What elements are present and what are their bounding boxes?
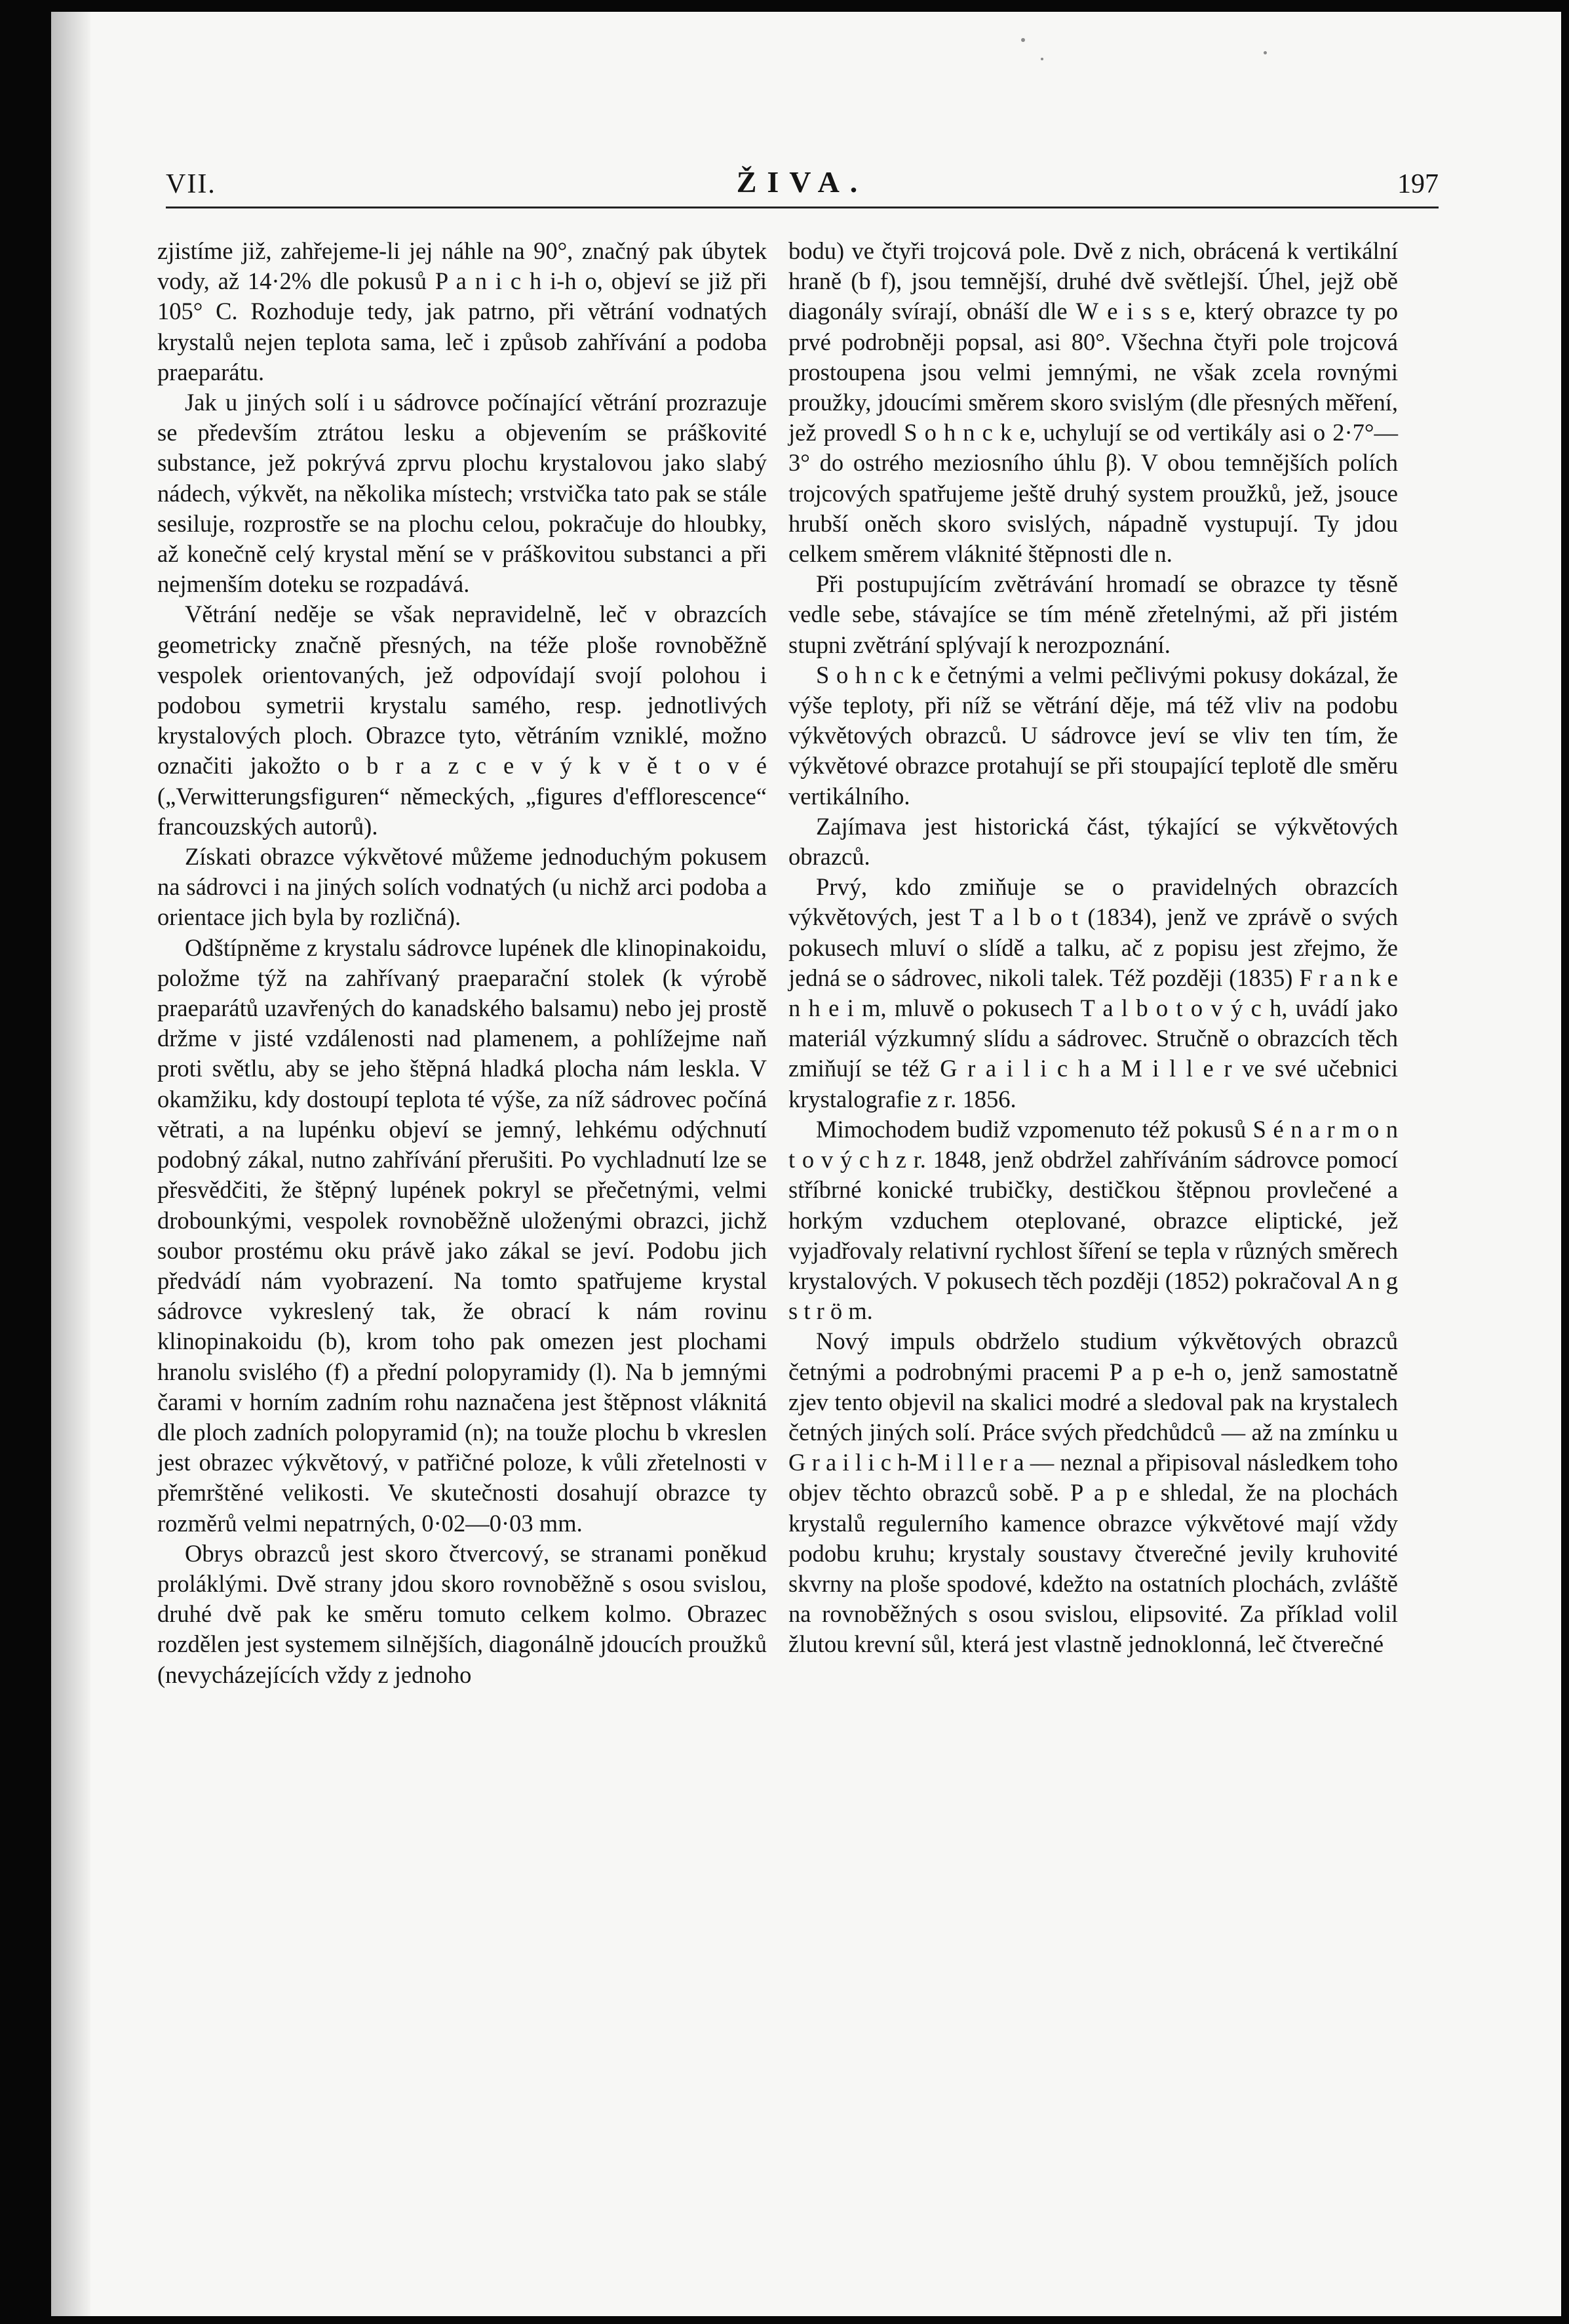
scan-speck [1264,51,1267,54]
paragraph: S o h n c k e četnými a velmi pečlivými pokusy dokázal, že výše teploty, při níž se větrání děje, má též vliv na podobu výkvětových obrazců. U sádrovce jeví se vliv ten tím, že výkvětové obrazce protahují se při stoupající teplotě dle směru vertikálního. [788,661,1398,810]
paragraph: zjistíme již, zahřejeme-li jej náhle na 90°, značný pak úbytek vody, až 14·2% dle pokusů P a n i c h i-h o, objeví se již při 105° C. Rozhoduje tedy, jak patrno, při větrání vodnatých krystalů nejen teplota sama, leč i způsob zahřívání a podoba praeparátu. [157,237,767,385]
journal-title: ŽIVA. [736,165,868,199]
right-column [788,236,1398,2104]
paragraph: Prvý, kdo zmiňuje se o pravidelných obrazcích výkvětových, jest T a l b o t (1834), jenž ve zprávě o svých pokusech mluví o slídě a talku, ač z popisu jest zřejmo, že jedná se o sádrovec, nikoli talek. Též později (1835) F r a n k e n h e i m, mluvě o pokusech T a l b o t o v ý c h, uvádí jako materiál výzkumný slídu a sádrovec. Stručně o obrazcích těch zmiňují se též G r a i l i c h a M i l l e r ve své učebnici krystalografie z r. 1856. [788,873,1398,1113]
paragraph: Obrys obrazců jest skoro čtvercový, se stranami poněkud proláklými. Dvě strany jdou skoro rovnoběžně s osou svislou, druhé dvě pak ke směru tomuto celkem kolmo. Obrazec rozdělen jest systemem silnějších, diagonálně jdoucích proužků (nevycházejících vždy z jednoho [157,1539,767,1688]
paragraph: bodu) ve čtyři trojcová pole. Dvě z nich, obrácená k vertikální hraně (b f), jsou temnější, druhé dvě světlejší. Úhel, jejž obě diagonály svírají, obnáší dle W e i s s e, který obrazce ty po prvé podrobněji popsal, asi 80°. Všechna čtyři pole trojcová prostoupena jsou velmi jemnými, ne však zcela rovnými proužky, jdoucími směrem skoro svislým (dle přesných měření, jež provedl S o h n c k e, uchylují se od vertikály asi o 2·7°—3° do ostrého meziosního úhlu β). V obou temnějších polích trojcových spatřujeme ještě druhý system proužků, jež, jsouce hrubší oněch skoro svislých, nápadně vystupují. Ty jdou celkem směrem vláknité štěpnosti dle n. [788,237,1398,568]
running-header [166,159,1439,205]
paragraph: Zajímava jest historická část, týkající se výkvětových obrazců. [788,812,1398,871]
paragraph: Mimochodem budiž vzpomenuto též pokusů S é n a r m o n t o v ý c h z r. 1848, jenž obdržel zahříváním sádrovce pomocí stříbrné konické trubičky, destičkou štěpnou provlečené a horkým vzduchem oteplované, obrazce eliptické, jež vyjadřovaly relativní rychlost šíření se tepla v různých směrech krystalových. V pokusech těch později (1852) pokračoval A n g s t r ö m. [788,1115,1398,1325]
scanned-page [51,12,1561,2316]
page-number: 197 [1397,169,1439,199]
scan-shadow-edge [51,12,90,2316]
left-column [157,236,767,2104]
paragraph: Odštípněme z krystalu sádrovce lupének dle klinopinakoidu, položme týž na zahřívaný praeparační stolek (k výrobě praeparátů uzavřených do kanadského balsamu) nebo jej prostě držme v jisté vzdálenosti nad plamenem, a pohlížejme naň proti světlu, aby se jeho štěpná hladká plocha nám leskla. V okamžiku, kdy dostoupí teplota té výše, za níž sádrovec počíná větrati, a na lupénku objeví se jemný, lehkému odýchnutí podobný zákal, nutno zahřívání přerušiti. Po vychladnutí lze se přesvědčiti, že štěpný lupének pokryl se přečetnými, velmi drobounkými, vespolek rovnoběžně uloženými obrazci, jichž soubor prostému oku právě jako zákal se jeví. Podobu jich předvádí nám vyobrazení. Na tomto spatřujeme krystal sádrovce vykreslený tak, že obrací k nám rovinu klinopinakoidu (b), krom toho pak omezen jest plochami hranolu svislého (f) a přední polopyramidy (l). Na b jemnými čarami v horním zadním rohu naznačena jest štěpnost vláknitá dle ploch zadních polopyramid (n); na touže plochu b vkreslen jest obrazec výkvětový, v patřičné poloze, k vůli zřetelnosti v přemrštěné velikosti. Ve skutečnosti dosahují obrazce ty rozměrů velmi nepatrných, 0·02—0·03 mm. [157,934,767,1537]
scan-speck [1021,38,1025,42]
scan-speck [1041,58,1043,60]
paragraph: Získati obrazce výkvětové můžeme jednoduchým pokusem na sádrovci i na jiných solích vodnatých (u nichž arci podoba a orientace jich byla by rozličná). [157,843,767,931]
header-rule [166,207,1439,208]
paragraph: Nový impuls obdrželo studium výkvětových obrazců četnými a podrobnými pracemi P a p e-h o, jenž samostatně zjev tento objevil na skalici modré a sledoval pak na krystalech četných jiných solí. Práce svých předchůdců — až na zmínku u G r a i l i c h-M i l l e r a — neznal a připisoval následkem toho objev těchto obrazců sobě. P a p e shledal, že na plochách krystalů regulerního kamence obrazce výkvětové mají vždy podobu kruhu; krystaly soustavy čtverečné jevily kruhovité skvrny na ploše spodové, kdežto na ostatních plochách, zvláště na rovnoběžných s osou svislou, elipsovité. Za příklad volil žlutou krevní sůl, která jest vlastně jednoklonná, leč čtverečné [788,1328,1398,1658]
paragraph: Větrání neděje se však nepravidelně, leč v obrazcích geometricky značně přesných, na téže ploše rovnoběžně vespolek orientovaných, jež odpovídají svojí polohou i podobou symetrii krystalu samého, resp. jednotlivých krystalových ploch. Obrazce tyto, větráním vzniklé, možno označiti jakožto o b r a z c e v ý k v ě t o v é („Verwitterungsfiguren“ německých, „figures d'efflorescence“ francouzských autorů). [157,601,767,840]
paragraph: Při postupujícím zvětrávání hromadí se obrazce ty těsně vedle sebe, stávajíce se tím méně zřetelnými, až při jistém stupni zvětrání splývají k nerozpoznání. [788,570,1398,658]
paragraph: Jak u jiných solí i u sádrovce počínající větrání prozrazuje se především ztrátou lesku a objevením se práškovité substance, jež pokrývá zprvu plochu krystalovou jako slabý nádech, výkvět, na několika místech; vrstvička tato pak se stále sesiluje, rozprostře se na plochu celou, pokračuje do hloubky, až konečně celý krystal mění se v práškovitou substanci a při nejmenším doteku se rozpadává. [157,389,767,598]
volume-label: VII. [166,169,216,199]
